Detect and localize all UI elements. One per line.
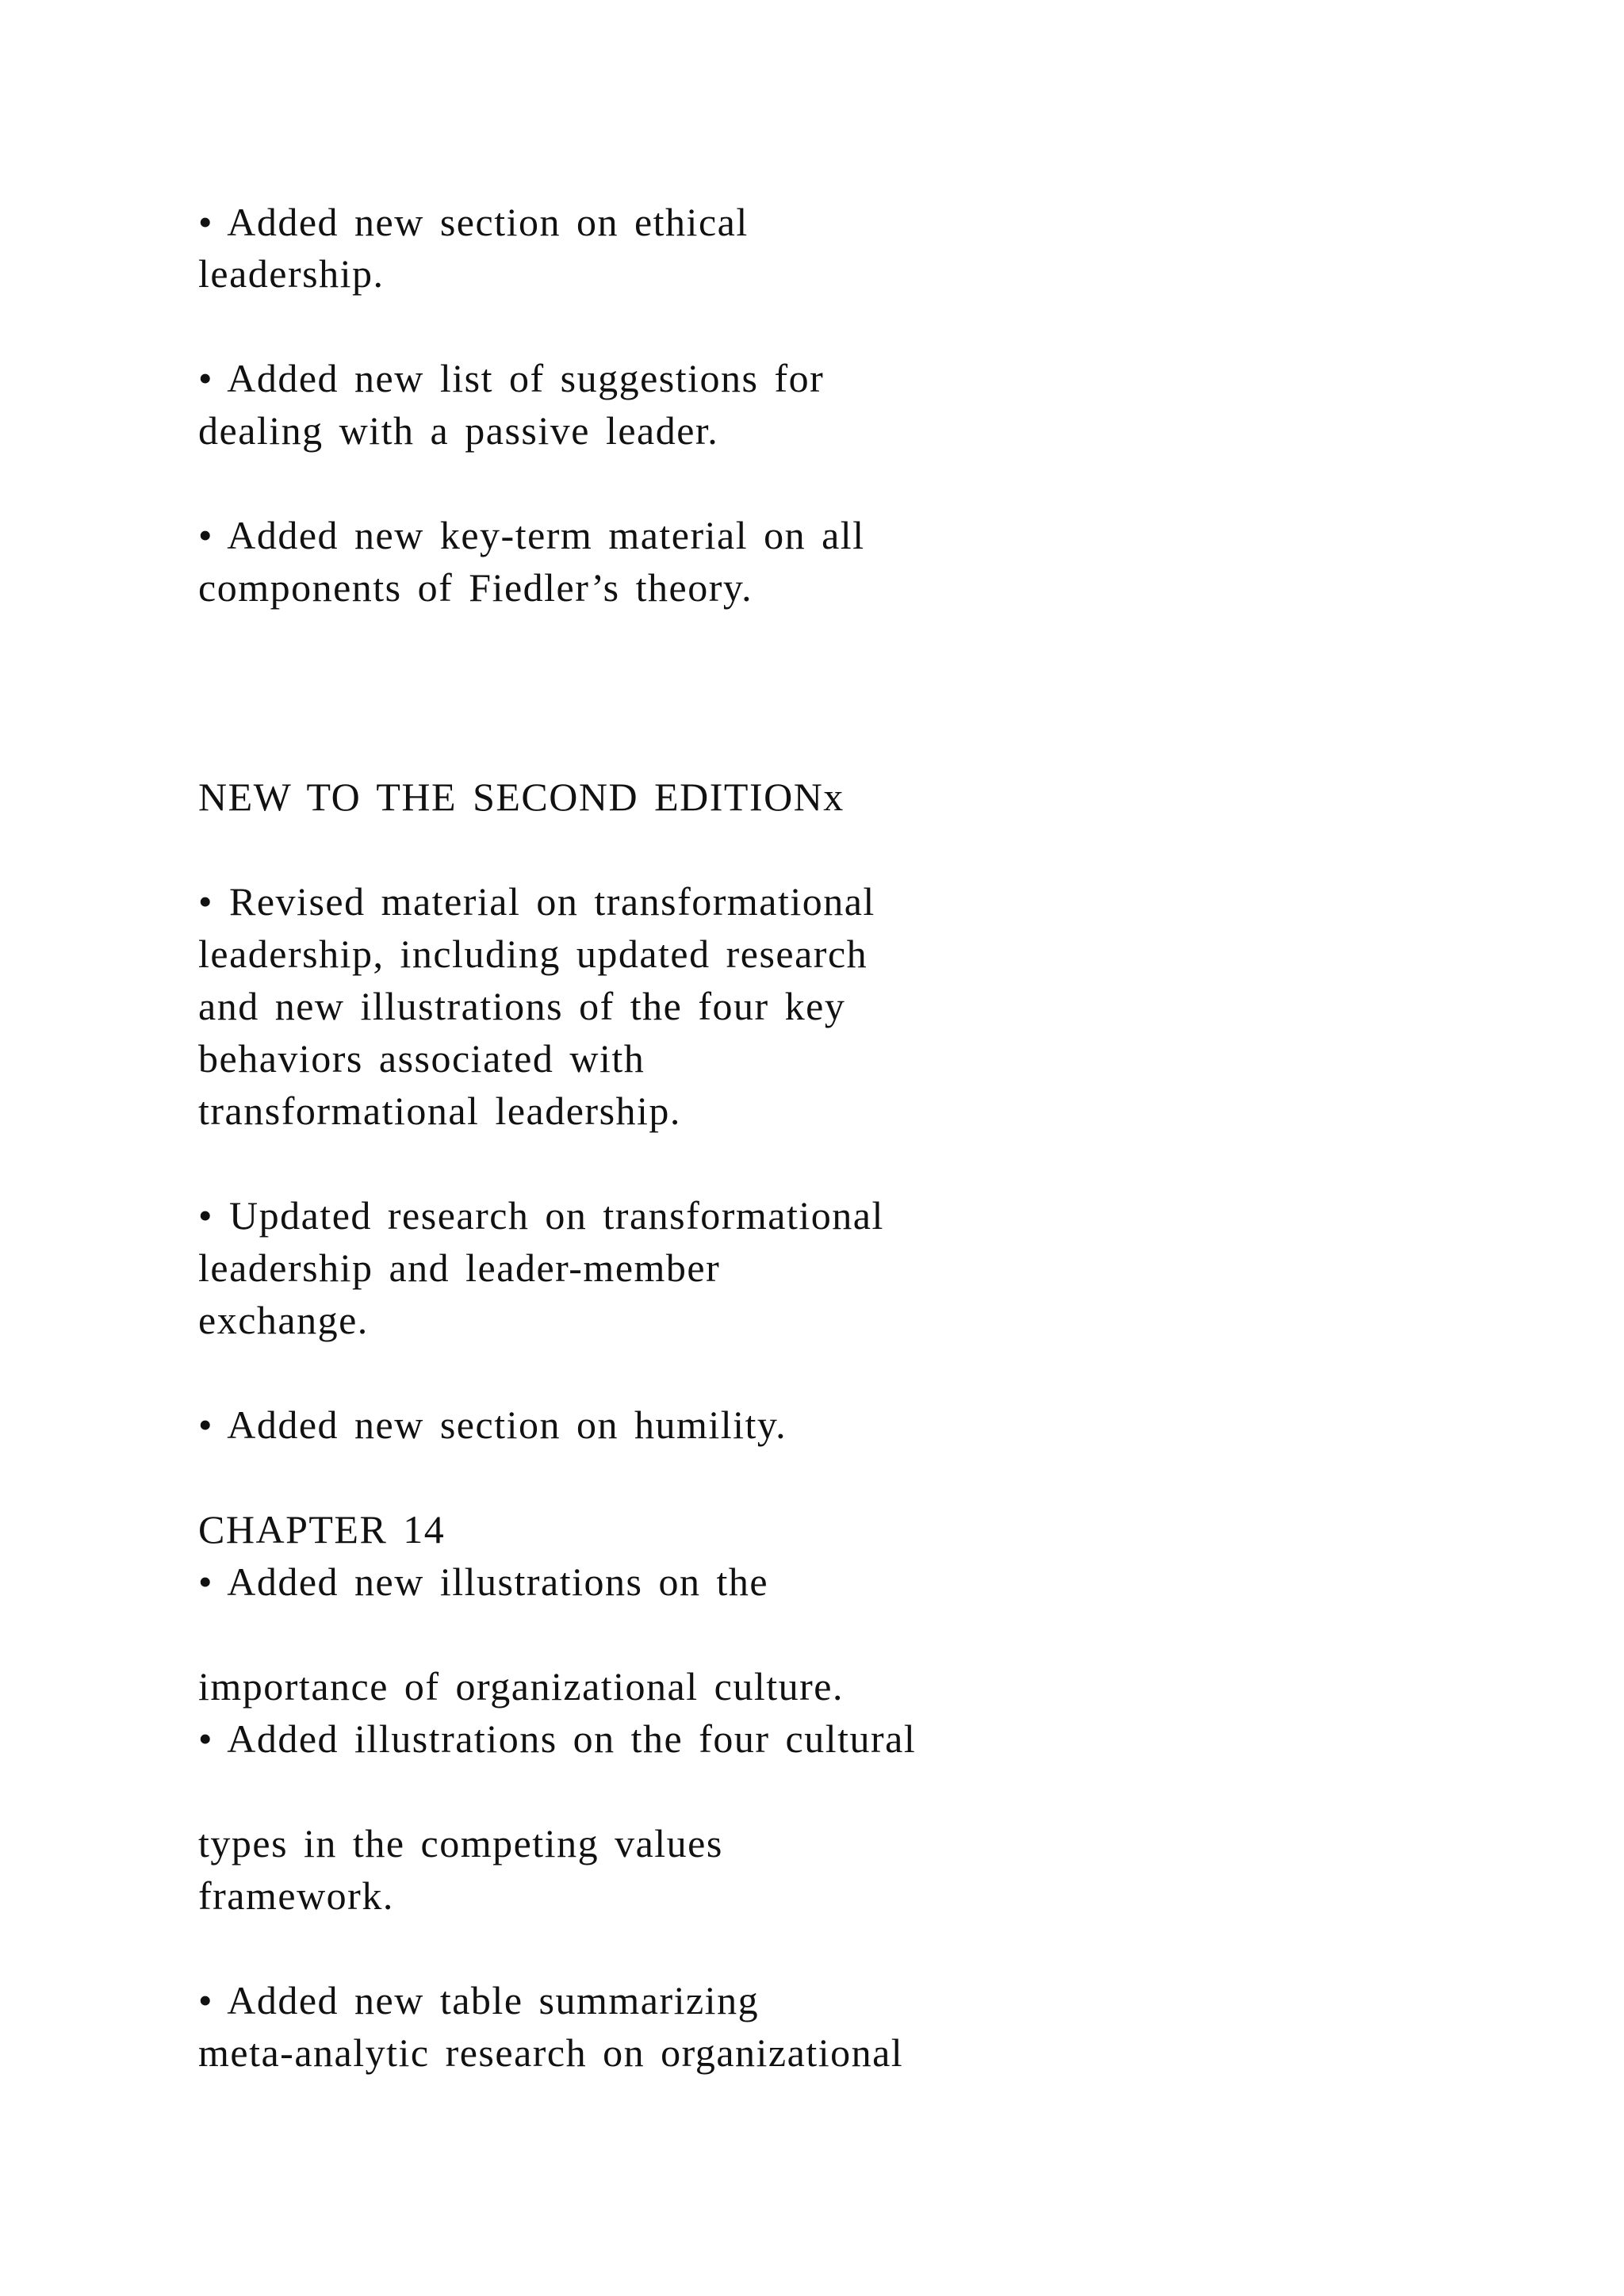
- bullet-cultural-types-line-3: framework.: [198, 1873, 394, 1918]
- bullet-transformational-line-1: • Revised material on transformational: [198, 879, 875, 924]
- bullet-updated-research-line-2: leadership and leader-member: [198, 1246, 721, 1290]
- chapter-heading: CHAPTER 14: [198, 1507, 446, 1552]
- bullet-humility: • Added new section on humility.: [198, 1402, 787, 1447]
- bullet-org-culture-line-2: importance of organizational culture.: [198, 1664, 844, 1709]
- bullet-meta-analytic-line-1: • Added new table summarizing: [198, 1978, 760, 2022]
- bullet-ethical-leadership-line-2: leadership.: [198, 251, 385, 296]
- bullet-updated-research-line-1: • Updated research on transformational: [198, 1193, 884, 1238]
- bullet-transformational-line-3: and new illustrations of the four key: [198, 984, 846, 1028]
- section-heading: NEW TO THE SECOND EDITIONx: [198, 775, 845, 819]
- bullet-meta-analytic-line-2: meta-analytic research on organizational: [198, 2030, 904, 2075]
- bullet-passive-leader-line-1: • Added new list of suggestions for: [198, 356, 825, 400]
- bullet-updated-research-line-3: exchange.: [198, 1298, 369, 1342]
- bullet-passive-leader-line-2: dealing with a passive leader.: [198, 408, 719, 453]
- bullet-fiedler-line-2: components of Fiedler’s theory.: [198, 565, 753, 610]
- bullet-ethical-leadership-line-1: • Added new section on ethical: [198, 200, 749, 244]
- bullet-org-culture-line-1: • Added new illustrations on the: [198, 1559, 769, 1604]
- bullet-cultural-types-line-1: • Added illustrations on the four cultural: [198, 1716, 917, 1761]
- bullet-transformational-line-2: leadership, including updated research: [198, 932, 868, 976]
- bullet-cultural-types-line-2: types in the competing values: [198, 1821, 723, 1866]
- bullet-fiedler-line-1: • Added new key-term material on all: [198, 513, 865, 557]
- bullet-transformational-line-4: behaviors associated with: [198, 1036, 645, 1081]
- bullet-transformational-line-5: transformational leadership.: [198, 1089, 681, 1133]
